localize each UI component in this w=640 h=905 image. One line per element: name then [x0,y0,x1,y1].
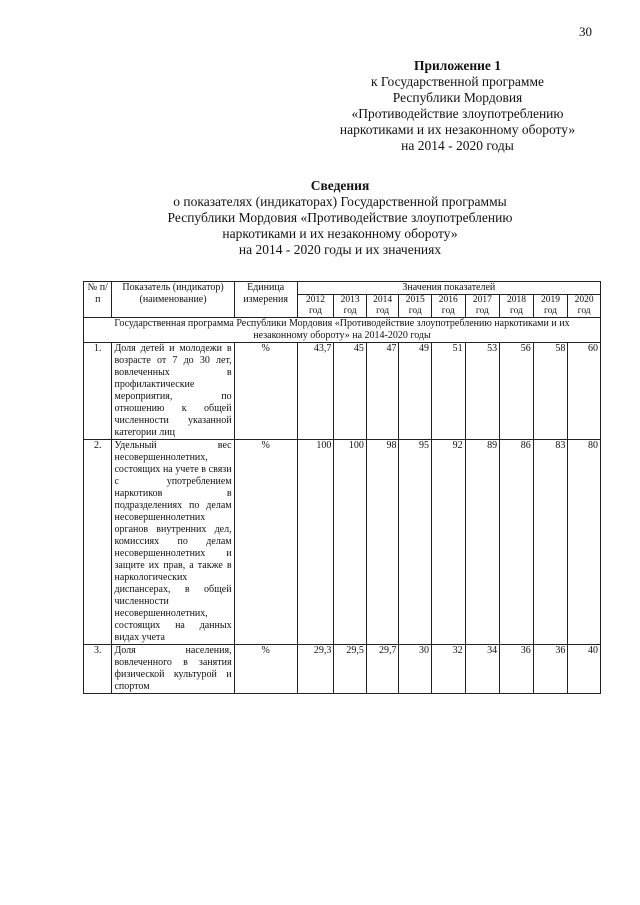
section-title: Государственная программа Республики Мордовия «Противодействие злоупотреблению наркотиками и их незаконному обороту» на 2014-2020 годы [84,318,601,343]
row-num: 3. [84,645,112,694]
heading-line: наркотиками и их незаконному обороту» [222,226,458,241]
row-value: 40 [568,645,601,694]
row-indicator-name: Доля населения, вовлеченного в занятия физической культурой и спортом [112,645,234,694]
row-value: 36 [500,645,534,694]
row-value: 49 [399,343,432,440]
table-row [84,343,601,440]
row-value: 86 [500,440,534,645]
row-value: 83 [533,440,568,645]
header-year: 2012 год [297,295,334,318]
row-value: 95 [399,440,432,645]
header-year: 2016 год [432,295,466,318]
row-value: 29,3 [297,645,334,694]
row-value: 100 [334,440,367,645]
row-value: 29,5 [334,645,367,694]
appendix-line: наркотиками и их незаконному обороту» [339,122,576,137]
table-row [84,440,601,645]
header-year: 2015 год [399,295,432,318]
appendix-title: Приложение 1 [413,58,502,73]
header-year: 2020 год [568,295,601,318]
header-year: 2018 год [500,295,534,318]
row-value: 51 [432,343,466,440]
header-num: № п/п [84,282,112,318]
row-value: 100 [297,440,334,645]
row-value: 43,7 [297,343,334,440]
row-num: 2. [84,440,112,645]
header-unit: Единица измерения [234,282,297,318]
row-value: 56 [500,343,534,440]
row-unit: % [234,343,297,440]
appendix-line: к Государственной программе [370,74,545,89]
row-unit: % [234,645,297,694]
section-row [84,318,601,343]
page-number: 30 [579,24,592,39]
header-row [84,282,601,295]
heading-line: на 2014 - 2020 годы и их значениях [238,242,442,257]
appendix-line: Республики Мордовия [392,90,523,105]
row-num: 1. [84,343,112,440]
row-value: 34 [465,645,500,694]
row-value: 98 [366,440,399,645]
row-value: 60 [568,343,601,440]
row-value: 80 [568,440,601,645]
indicators-table [83,281,601,694]
row-indicator-name: Доля детей и молодежи в возрасте от 7 до 30 лет, вовлеченных в профилактические мероприятия, по отношению к общей численности указанной категории лиц [112,343,234,440]
row-value: 30 [399,645,432,694]
appendix-line: «Противодействие злоупотреблению [351,106,564,121]
header-year: 2019 год [533,295,568,318]
row-value: 36 [533,645,568,694]
header-year: 2014 год [366,295,399,318]
heading-line: о показателях (индикаторах) Государственной программы [173,194,507,209]
row-value: 58 [533,343,568,440]
row-value: 32 [432,645,466,694]
row-indicator-name: Удельный вес несовершеннолетних, состоящих на учете в связи с употреблением наркотиков в подразделениях по делам несовершеннолетних органов внутренних дел, комиссиях по делам несовершеннолетних и защите их прав, а также в наркологических диспансерах, в общей численности несовершеннолетних, состоящих на данных видах учета [112,440,234,645]
row-unit: % [234,440,297,645]
document-heading [90,178,590,258]
row-value: 53 [465,343,500,440]
table-row [84,645,601,694]
header-indicator: Показатель (индикатор) (наименование) [112,282,234,318]
row-value: 29,7 [366,645,399,694]
row-value: 89 [465,440,500,645]
header-year: 2013 год [334,295,367,318]
heading-title: Сведения [310,178,370,193]
row-value: 47 [366,343,399,440]
heading-line: Республики Мордовия «Противодействие злоупотреблению [167,210,513,225]
header-year: 2017 год [465,295,500,318]
appendix-block [300,58,615,154]
appendix-line: на 2014 - 2020 годы [401,138,514,153]
row-value: 45 [334,343,367,440]
row-value: 92 [432,440,466,645]
header-values: Значения показателей [297,282,600,295]
